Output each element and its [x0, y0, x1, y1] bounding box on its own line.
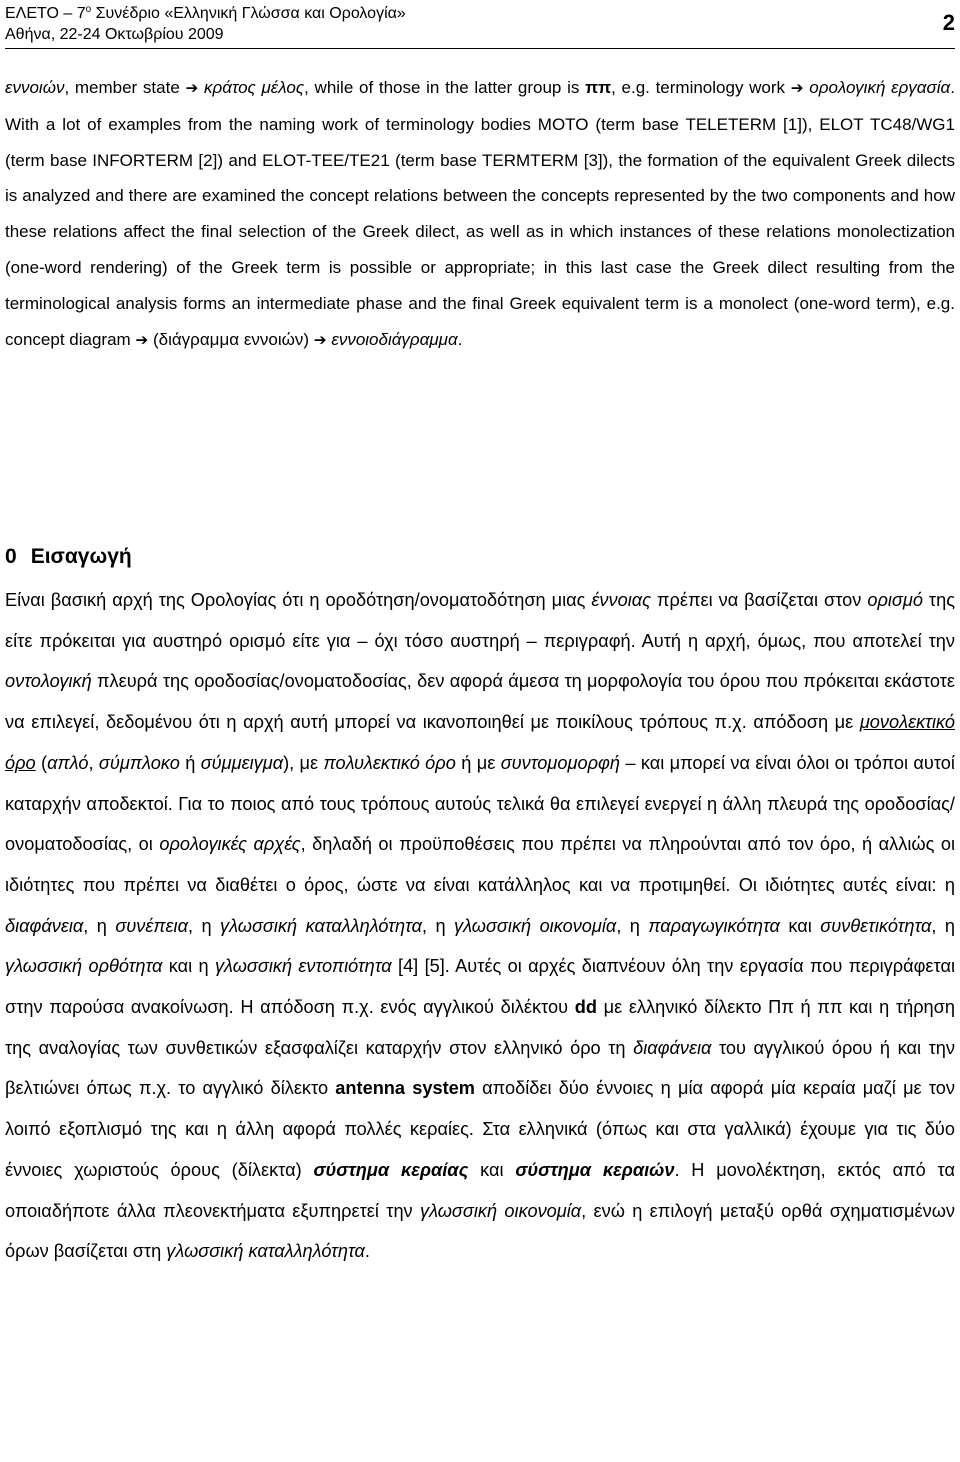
section-heading — [5, 540, 132, 574]
section-title: Εισαγωγή — [30, 545, 132, 568]
conference-date: Αθήνα, 22-24 Οκτωβρίου 2009 — [5, 26, 224, 43]
page-number: 2 — [942, 10, 955, 35]
section-number: 0 — [5, 545, 17, 568]
conference-title: ΕΛΕΤΟ – $7^o$ Συνέδριο «Ελληνική Γλώσσα και Ορολογία» — [5, 4, 406, 22]
right-arrow-icon: ➔ — [790, 80, 804, 97]
abstract-paragraph: εννοιών, member state ➔ κράτος μέλος, while of those in the latter group is ππ, e.g. terminology work ➔ ορολογική εργασία. With a lot of examples from the naming work of terminology bodies MOTO (term base TELETERM [1]), ELOT TC48/WG1 (term base INFORTERM [2]) and ELOT-TEE/TE21 (term base TERMTERM [3]), the formation of the equivalent Greek dilects is analyzed and there are examined the concept relations between the concepts represented by the two components and how these relations affect the final selection of the Greek dilect, as well as in which instances of these relations monolectization (one-word rendering) of the Greek term is possible or appropriate; in this last case the Greek dilect resulting from the terminological analysis forms an intermediate phase and the final Greek equivalent term is a monolect (one-word term), e.g. concept diagram ➔ (διάγραμμα εννοιών) ➔ εννοιοδιάγραμμα. — [5, 78, 955, 349]
right-arrow-icon: ➔ — [313, 331, 327, 349]
right-arrow-icon: ➔ — [185, 80, 199, 97]
header-divider — [5, 48, 955, 49]
page-header — [5, 4, 955, 46]
right-arrow-icon: ➔ — [135, 331, 149, 349]
ordinal-superscript: ο — [85, 4, 92, 15]
body-paragraph: Είναι βασική αρχή της Ορολογίας ότι η οροδότηση/ονοματοδότηση μιας έννοιας πρέπει να βασίζεται στον ορισμό της είτε πρόκειται για αυστηρό ορισμό είτε για – όχι τόσο αυστηρή – περιγραφή. Αυτή η αρχή, όμως, που αποτελεί την οντολογική πλευρά της οροδοσίας/ονοματοδοσίας, δεν αφορά άμεσα τη μορφολογία του όρου που πρόκειται εκάστοτε να επιλεγεί, δεδομένου ότι η αρχή αυτή μπορεί να ικανοποιηθεί με ποικίλους τρόπους π.χ. απόδοση με μονολεκτικό όρο (απλό, σύμπλοκο ή σύμμειγμα), με πολυλεκτικό όρο ή με συντομομορφή – και μπορεί να είναι όλοι οι τρόποι αυτοί καταρχήν αποδεκτοί. Για το ποιος από τους τρόπους αυτούς τελικά θα επιλεγεί ενεργεί η άλλη πλευρά της οροδοσίας/ονοματοδοσίας, οι ορολογικές αρχές, δηλαδή οι προϋποθέσεις που πρέπει να πληρούνται από τον όρο, ή αλλιώς οι ιδιότητες που πρέπει να διαθέτει ο όρος, ώστε να είναι κατάλληλος και να προτιμηθεί. Οι ιδιότητες αυτές είναι: η διαφάνεια, η συνέπεια, η γλωσσική καταλληλότητα, η γλωσσική οικονομία, η παραγωγικότητα και συνθετικότητα, η γλωσσική ορθότητα και η γλωσσική εντοπιότητα [4] [5]. Αυτές οι αρχές διαπνέουν όλη την εργασία που περιγράφεται στην παρούσα ανακοίνωση. Η απόδοση π.χ. ενός αγγλικού διλέκτου dd με ελληνικό δίλεκτο Ππ ή ππ και η τήρηση της αναλογίας των συνθετικών εξασφαλίζει καταρχήν στον ελληνικό όρο τη διαφάνεια του αγγλικού όρου ή και την βελτιώνει όπως π.χ. το αγγλικό δίλεκτο antenna system αποδίδει δύο έννοιες η μία αφορά μία κεραία μαζί με τον λοιπό εξοπλισμό της και η άλλη αφορά πολλές κεραίες. Στα ελληνικά (όπως και στα γαλλικά) έχουμε για τις δύο έννοιες χωριστούς όρους (δίλεκτα) σύστημα κεραίας και σύστημα κεραιών. Η μονολέκτηση, εκτός από τα οποιαδήποτε άλλα πλεονεκτήματα εξυπηρετεί την γλωσσική οικονομία, ενώ η επιλογή μεταξύ ορθά σχηματισμένων όρων βασίζεται στη γλωσσική καταλληλότητα. — [5, 590, 956, 1262]
